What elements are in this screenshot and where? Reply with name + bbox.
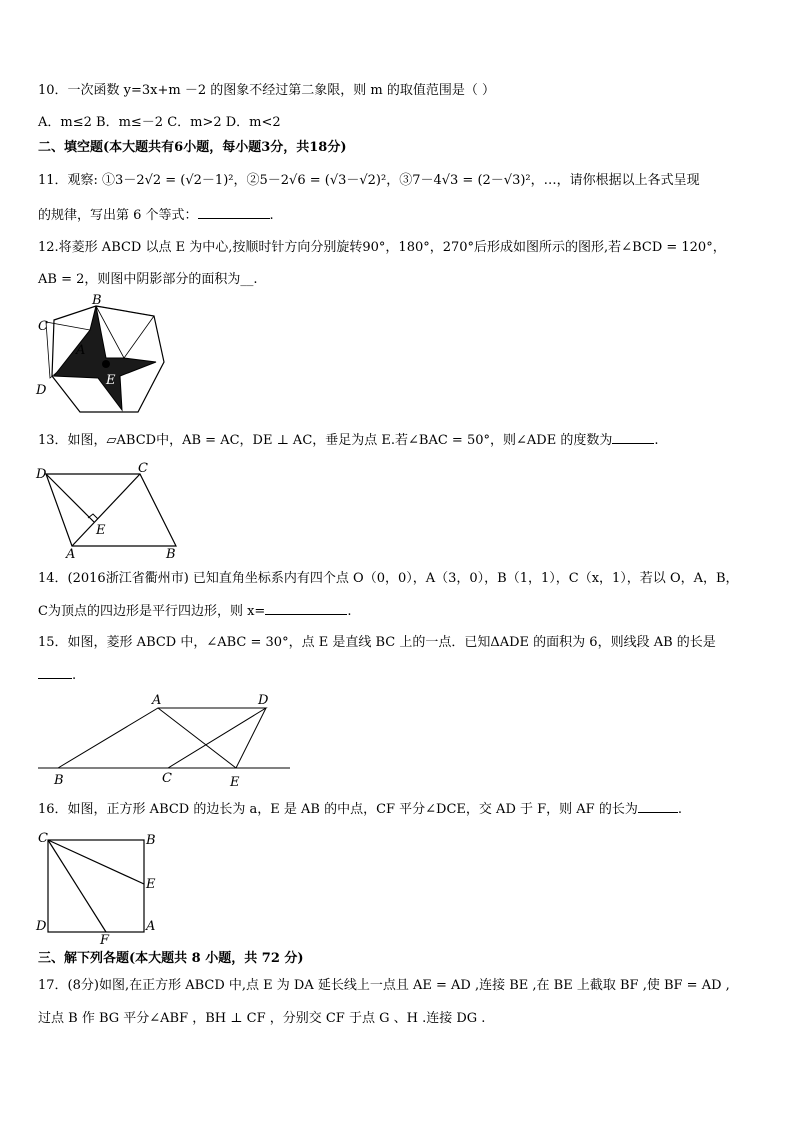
q14-answer-blank [265, 602, 347, 615]
fig13-label-d: D [36, 467, 47, 482]
fig13-segment-de [46, 474, 94, 522]
q15-line2-end: . [72, 668, 77, 683]
fig16-label-d: D [36, 919, 47, 934]
figure-q15 [34, 688, 296, 788]
fig16-label-c: C [38, 831, 48, 846]
q14-line2-end: . [347, 604, 352, 619]
fig12-shaded-star [54, 306, 156, 410]
fig15-segment-ae [158, 708, 236, 768]
q14-line1: 14．(2016浙江省衢州市) 已知直角坐标系内有四个点 O（0，0），A（3，0），B（1，1），C（x，1），若以 O，A，B， [38, 571, 739, 586]
section2-heading: 二、填空题(本大题共有6小题，每小题3分，共18分) [38, 140, 347, 155]
section3-heading: 三、解下列各题(本大题共 8 小题，共 72 分) [38, 951, 304, 966]
q13-end: . [654, 433, 659, 448]
fig13-label-b: B [166, 547, 176, 562]
q12-line1: 12.将菱形 ABCD 以点 E 为中心,按顺时针方向分别旋转90°，180°，270°后形成如图所示的图形,若∠BCD = 120°， [38, 240, 726, 255]
q10-options: A．m≤2 B．m≤－2 C．m>2 D．m<2 [38, 115, 281, 130]
q13-text: 13．如图，▱ABCD中，AB = AC，DE ⊥ AC，垂足为点 E.若∠BAC = 50°，则∠ADE 的度数为 [38, 433, 613, 448]
fig15-rhombus [58, 708, 266, 768]
fig13-label-e: E [96, 523, 106, 538]
q16-end: . [677, 802, 682, 817]
q15-line2 [38, 666, 76, 685]
fig12-label-b: B [92, 293, 102, 308]
q17-line2: 过点 B 作 BG 平分∠ABF ，BH ⊥ CF ，分别交 CF 于点 G 、H .连接 DG . [38, 1011, 486, 1026]
fig15-label-d: D [258, 693, 269, 708]
fig12-label-e: E [106, 373, 116, 388]
q16-answer-blank [638, 800, 678, 813]
q16-text: 16．如图，正方形 ABCD 的边长为 a，E 是 AB 的中点，CF 平分∠DCE，交 AD 于 F，则 AF 的长为 [38, 802, 638, 817]
q15-answer-blank [38, 666, 72, 679]
q15-line1: 15．如图，菱形 ABCD 中，∠ABC = 30°，点 E 是直线 BC 上的一点．已知ΔADE 的面积为 6，则线段 AB 的长是 [38, 635, 716, 650]
fig16-label-b: B [146, 833, 156, 848]
figure-q12 [34, 292, 170, 418]
q11-answer-blank [198, 206, 270, 219]
q16-stem [38, 800, 682, 819]
fig15-label-c: C [162, 771, 172, 786]
fig12-label-c: C [38, 319, 48, 334]
q17-line1: 17．(8分)如图,在正方形 ABCD 中,点 E 为 DA 延长线上一点且 AE = AD ,连接 BE ,在 BE 上截取 BF ,使 BF = AD , [38, 978, 730, 993]
q12-line2: AB = 2，则图中阴影部分的面积为__. [38, 272, 258, 287]
fig13-label-c: C [138, 461, 148, 476]
fig12-label-d: D [36, 383, 47, 398]
figure-q13 [34, 460, 184, 562]
q11-line2-end: . [269, 208, 274, 223]
fig16-label-e: E [146, 877, 156, 892]
q11-line2-text: 的规律，写出第 6 个等式： [38, 208, 198, 223]
q14-line2 [38, 602, 351, 621]
fig13-parallelogram [46, 474, 176, 546]
q13-stem [38, 431, 658, 450]
fig15-label-e: E [230, 775, 240, 788]
q11-line1: 11．观察: ①3－2√2 = (√2－1)²，②5－2√6 = (√3－√2)²，③7－4√3 = (2－√3)²，…，请你根据以上各式呈现 [38, 173, 700, 188]
figure-q16 [34, 826, 164, 946]
fig12-label-a: A [76, 343, 86, 358]
q14-line2-text: C为顶点的四边形是平行四边形，则 x= [38, 604, 266, 619]
fig13-label-a: A [66, 547, 76, 562]
fig12-center-dot [102, 360, 110, 368]
fig16-square [48, 840, 144, 932]
fig16-label-f: F [100, 933, 110, 946]
fig15-label-a: A [152, 693, 162, 708]
q13-answer-blank [612, 431, 654, 444]
fig15-label-b: B [54, 773, 64, 788]
q10-stem: 10．一次函数 y=3x+m －2 的图象不经过第二象限，则 m 的取值范围是（ ） [38, 83, 495, 98]
fig16-label-a: A [146, 919, 156, 934]
q11-line2 [38, 206, 274, 225]
